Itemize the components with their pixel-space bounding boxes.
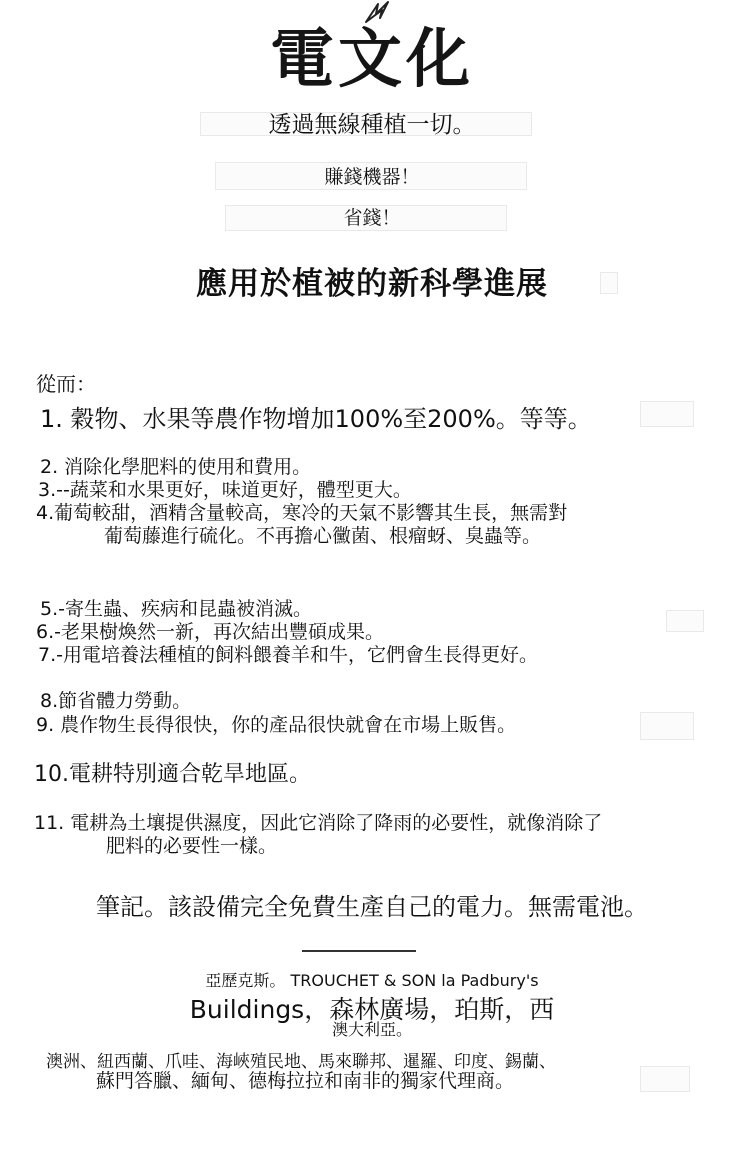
territories-line-2: 蘇門答臘、緬甸、德梅拉拉和南非的獨家代理商。 [96,1070,515,1092]
slogan-money-machine: 賺錢機器！ [324,166,420,188]
list-item-6: 6.-老果樹煥然一新，再次結出豐碩成果。 [36,621,384,643]
list-item-10: 10.電耕特別適合乾旱地區。 [34,762,311,787]
document-title-wrap [0,8,744,100]
agent-name: 亞歷克斯。 TROUCHET & SON la Padbury's [205,971,539,990]
divider [302,950,416,952]
agent-address: Buildings，森林廣場，珀斯，西 [189,995,555,1024]
territories-line-1: 澳洲、紐西蘭、爪哇、海峽殖民地、馬來聯邦、暹羅、印度、錫蘭、 [46,1052,556,1072]
section-heading: 應用於植被的新科學進展 [196,266,548,302]
list-item-9: 9. 農作物生長得很快，你的產品很快就會在市場上販售。 [36,714,517,736]
subtitle: 透過無線種植一切。 [268,112,476,138]
list-item-3: 3.--蔬菜和水果更好，味道更好，體型更大。 [38,479,412,501]
list-item-7: 7.-用電培養法種植的飼料餵養羊和牛，它們會生長得更好。 [38,644,538,666]
intro-label: 從而： [36,372,96,396]
ghost-box [640,712,694,740]
list-item-11: 11. 電耕為土壤提供濕度，因此它消除了降雨的必要性，就像消除了 [34,812,603,834]
list-item-4: 4.葡萄較甜，酒精含量較高，寒冷的天氣不影響其生長，無需對 [36,502,568,524]
list-item-1: 1. 穀物、水果等農作物增加100%至200%。等等。 [40,405,592,433]
list-item-2: 2. 消除化學肥料的使用和費用。 [40,456,312,478]
list-item-5: 5.-寄生蟲、疾病和昆蟲被消滅。 [40,598,312,620]
slogan-save-money: 省錢！ [343,207,401,229]
document-title: 電文化 [270,23,474,97]
list-item-11-continued: 肥料的必要性一樣。 [106,835,278,857]
ghost-box [640,401,694,427]
ghost-box [666,610,704,632]
note: 筆記。該設備完全免費生產自己的電力。無需電池。 [96,893,648,921]
list-item-4-continued: 葡萄藤進行硫化。不再擔心黴菌、根瘤蚜、臭蟲等。 [104,525,542,547]
list-item-8: 8.節省體力勞動。 [40,690,192,712]
ghost-box [640,1066,690,1092]
agent-country: 澳大利亞。 [331,1020,412,1039]
